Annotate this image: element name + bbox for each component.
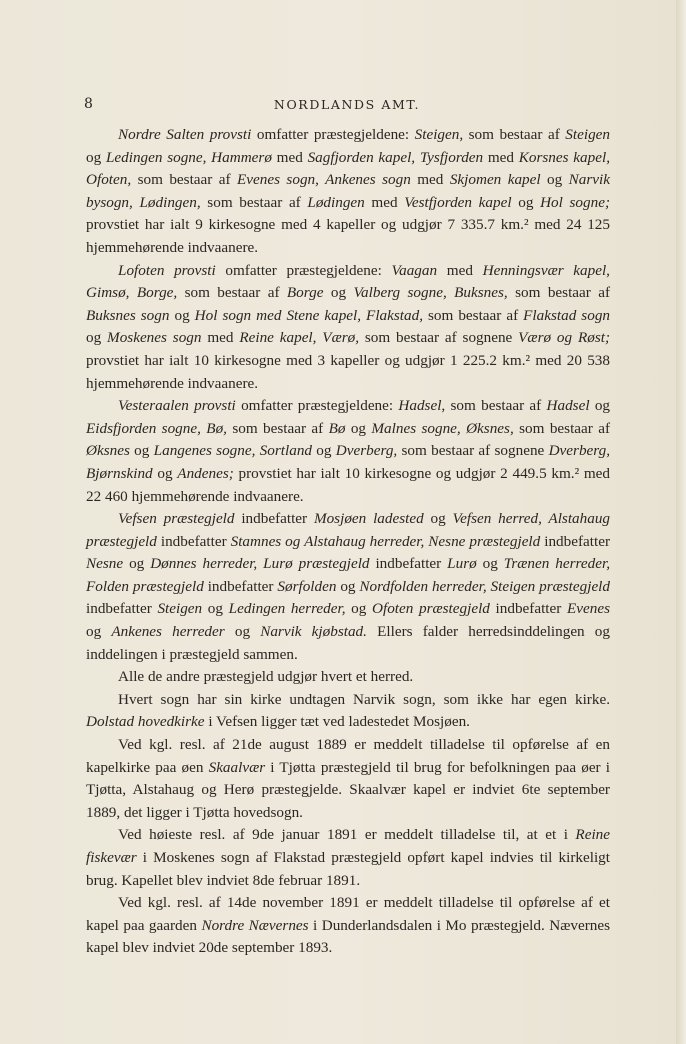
text-run: og — [152, 464, 178, 482]
text-run: og — [423, 510, 453, 528]
italic-text-run: Dverberg, Bjørnskind — [86, 442, 611, 482]
text-run: og — [224, 623, 261, 641]
text-run: indbefatter — [234, 510, 314, 528]
italic-text-run: Lofoten provsti — [118, 261, 216, 279]
text-run: og — [345, 419, 372, 437]
paragraph — [86, 508, 610, 666]
paragraph — [86, 260, 610, 396]
text-run: som bestaar af sognene — [397, 442, 549, 460]
italic-text-run: Ledingen sogne, Hammerø — [105, 148, 272, 166]
text-run: med — [483, 148, 519, 166]
text-run: og — [202, 600, 229, 618]
italic-text-run: Vefsen herred, Alstahaug præstegjeld — [86, 510, 611, 550]
text-run: og — [345, 600, 373, 618]
italic-text-run: Reine fiskevær — [86, 826, 610, 866]
text-run: Ved høieste resl. af 9de januar 1891 er meddelt tilladelse til, at et i — [118, 826, 576, 844]
italic-text-run: Eidsfjorden sogne, Bø, — [86, 419, 227, 437]
italic-text-run: Korsnes kapel, Ofoten, — [86, 148, 610, 189]
text-run: Alle de andre præstegjeld udgjør hvert et herred. — [118, 668, 414, 686]
text-run: som bestaar af — [463, 126, 566, 143]
text-run: og — [312, 442, 336, 460]
italic-text-run: Trænen herreder, Folden præstegjeld — [86, 555, 610, 595]
italic-text-run: Nordre Nævernes — [201, 916, 309, 934]
text-run: og — [129, 442, 154, 460]
italic-text-run: Buksnes sogn — [86, 306, 170, 324]
text-run: som bestaar af — [445, 397, 547, 415]
text-run: omfatter præstegjeldene: — [215, 261, 392, 279]
text-run: og — [86, 623, 112, 641]
italic-text-run: Vesteraalen provsti — [118, 397, 236, 415]
text-run: og — [123, 555, 151, 573]
text-run: og — [476, 555, 504, 573]
italic-text-run: Vefsen præstegjeld — [118, 510, 235, 528]
text-run: som bestaar af — [177, 284, 287, 302]
italic-text-run: Ledingen herreder, — [228, 600, 346, 618]
text-run: Hvert sogn har sin kirke undtagen Narvik sogn, som ikke har egen kirke. — [118, 690, 610, 708]
text-run: Ved kgl. resl. af 14de november 1891 er meddelt tilladelse til opførelse af et kapel paa gaarden — [86, 894, 610, 934]
italic-text-run: Ofoten præstegjeld — [372, 600, 490, 618]
italic-text-run: Dønnes herreder, Lurø præstegjeld — [150, 555, 370, 573]
italic-text-run: Hol sogn med Stene kapel, Flakstad, — [194, 306, 423, 324]
text-run: som bestaar af — [513, 419, 611, 437]
italic-text-run: Evenes — [566, 600, 610, 618]
italic-text-run: Mosjøen ladested — [313, 510, 424, 528]
italic-text-run: Malnes sogne, Øksnes, — [371, 419, 514, 437]
paragraph — [86, 734, 610, 824]
text-run: indbefatter — [86, 600, 158, 618]
italic-text-run: Nesne — [86, 555, 124, 573]
text-run: i Dunderlandsdalen i Mo præstegjeld. Nævernes kapel blev indviet 20de september 1893. — [86, 916, 610, 957]
italic-text-run: Narvik bysogn, Lødingen, — [86, 171, 611, 211]
text-run: og — [86, 329, 108, 347]
text-run: som bestaar af — [226, 419, 329, 437]
text-run: og — [511, 193, 541, 211]
italic-text-run: Steigen — [157, 600, 203, 618]
page-edge — [676, 0, 686, 1044]
italic-text-run: Vestfjorden kapel — [404, 193, 512, 211]
italic-text-run: Flakstad sogn — [523, 306, 611, 324]
italic-text-run: Reine kapel, Værø, — [239, 329, 360, 347]
text-run: som bestaar af — [507, 284, 611, 302]
paragraph — [86, 824, 610, 892]
italic-text-run: Sørfolden — [277, 577, 337, 595]
italic-text-run: Dolstad hovedkirke — [86, 713, 205, 731]
text-run: med — [364, 193, 405, 211]
page-body-text — [86, 124, 610, 960]
italic-text-run: Valberg sogne, Buksnes, — [353, 284, 508, 302]
text-run: provstiet har ialt 10 kirkesogne med 3 kapeller og udgjør 1 225.2 km.² med 20 538 hjemmehørende indvaanere. — [86, 351, 610, 392]
italic-text-run: Nordfolden herreder, Steigen præstegjeld — [359, 577, 611, 595]
italic-text-run: Sagfjorden kapel, Tysfjorden — [307, 148, 484, 166]
paragraph — [86, 689, 610, 734]
paragraph — [86, 124, 610, 260]
italic-text-run: Hadsel, — [398, 397, 446, 415]
italic-text-run: Nordre Salten provsti — [118, 126, 252, 143]
text-run: som bestaar af sognene — [359, 329, 519, 347]
text-run: omfatter præstegjeldene: — [235, 397, 399, 415]
italic-text-run: Henningsvær kapel, Gimsø, Borge, — [86, 261, 610, 302]
text-run: og — [169, 306, 195, 324]
running-head: NORDLANDS AMT. — [273, 97, 421, 112]
page-header — [84, 96, 610, 116]
text-run: i Tjøtta præstegjeld til brug for befolkningen paa øer i Tjøtta, Alstahaug og Herø præstegjelde. Skaalvær kapel er indviet 6te september 1889, det ligger i Tjøtta hovedsogn. — [86, 758, 610, 821]
text-run: som bestaar af — [131, 171, 237, 189]
italic-text-run: Narvik kjøbstad. — [260, 623, 367, 641]
text-run: og — [323, 284, 354, 302]
text-run: med — [410, 171, 450, 189]
italic-text-run: Ankenes herreder — [111, 623, 225, 641]
text-run: provstiet har ialt 10 kirkesogne og udgjør 2 449.5 km.² med 22 460 hjemmehørende indvaanere. — [86, 464, 611, 505]
italic-text-run: Skaalvær — [208, 758, 266, 776]
italic-text-run: Lurø — [447, 555, 477, 573]
text-run: i Vefsen ligger tæt ved ladestedet Mosjøen. — [204, 713, 470, 731]
text-run: med — [201, 329, 240, 347]
text-run: og — [86, 148, 106, 166]
text-run: i Moskenes sogn af Flakstad præstegjeld opført kapel indvies til kirkeligt brug. Kapellet blev indviet 8de februar 1891. — [86, 849, 610, 889]
italic-text-run: Lødingen — [307, 193, 365, 211]
text-run: og — [589, 397, 611, 415]
italic-text-run: Bø — [328, 419, 346, 437]
italic-text-run: Langenes sogne, Sortland — [153, 442, 313, 460]
italic-text-run: Øksnes — [86, 442, 130, 460]
text-run: indbefatter — [156, 532, 231, 550]
italic-text-run: Værø og Røst; — [518, 329, 611, 347]
text-run: som bestaar af — [423, 306, 524, 324]
italic-text-run: Hadsel — [546, 397, 590, 415]
text-run: provstiet har ialt 9 kirkesogne med 4 kapeller og udgjør 7 335.7 km.² med 24 125 hjemmehørende indvaanere. — [86, 216, 610, 256]
text-run: med — [271, 148, 308, 166]
text-run: indbefatter — [369, 555, 448, 573]
italic-text-run: Evenes sogn, Ankenes sogn — [237, 171, 411, 189]
italic-text-run: Dverberg, — [335, 442, 398, 460]
italic-text-run: Borge — [286, 284, 324, 302]
text-run: Ved kgl. resl. af 21de august 1889 er meddelt tilladelse til opførelse af en kapelkirke paa øen — [86, 736, 610, 776]
italic-text-run: Vaagan — [391, 261, 438, 279]
italic-text-run: Skjomen kapel — [449, 171, 541, 189]
text-run: indbefatter — [540, 532, 610, 550]
paragraph — [86, 666, 610, 689]
text-run: omfatter præstegjeldene: — [251, 126, 415, 143]
text-run: indbefatter — [489, 600, 567, 618]
text-run: med — [437, 261, 483, 279]
text-run: Ellers falder herredsinddelingen og inddelingen i præstegjeld sammen. — [86, 623, 610, 663]
italic-text-run: Steigen, — [414, 126, 464, 143]
page-number: 8 — [84, 96, 93, 112]
text-run: og — [540, 171, 569, 189]
italic-text-run: Hol sogne; — [540, 193, 611, 211]
italic-text-run: Andenes; — [177, 464, 234, 482]
text-run: og — [336, 577, 360, 595]
text-run: indbefatter — [203, 577, 278, 595]
paragraph — [86, 395, 610, 508]
italic-text-run: Steigen — [565, 126, 610, 143]
italic-text-run: Moskenes sogn — [107, 329, 202, 347]
paragraph — [86, 892, 610, 960]
text-run: som bestaar af — [200, 193, 308, 211]
italic-text-run: Stamnes og Alstahaug herreder, Nesne præstegjeld — [230, 532, 541, 550]
